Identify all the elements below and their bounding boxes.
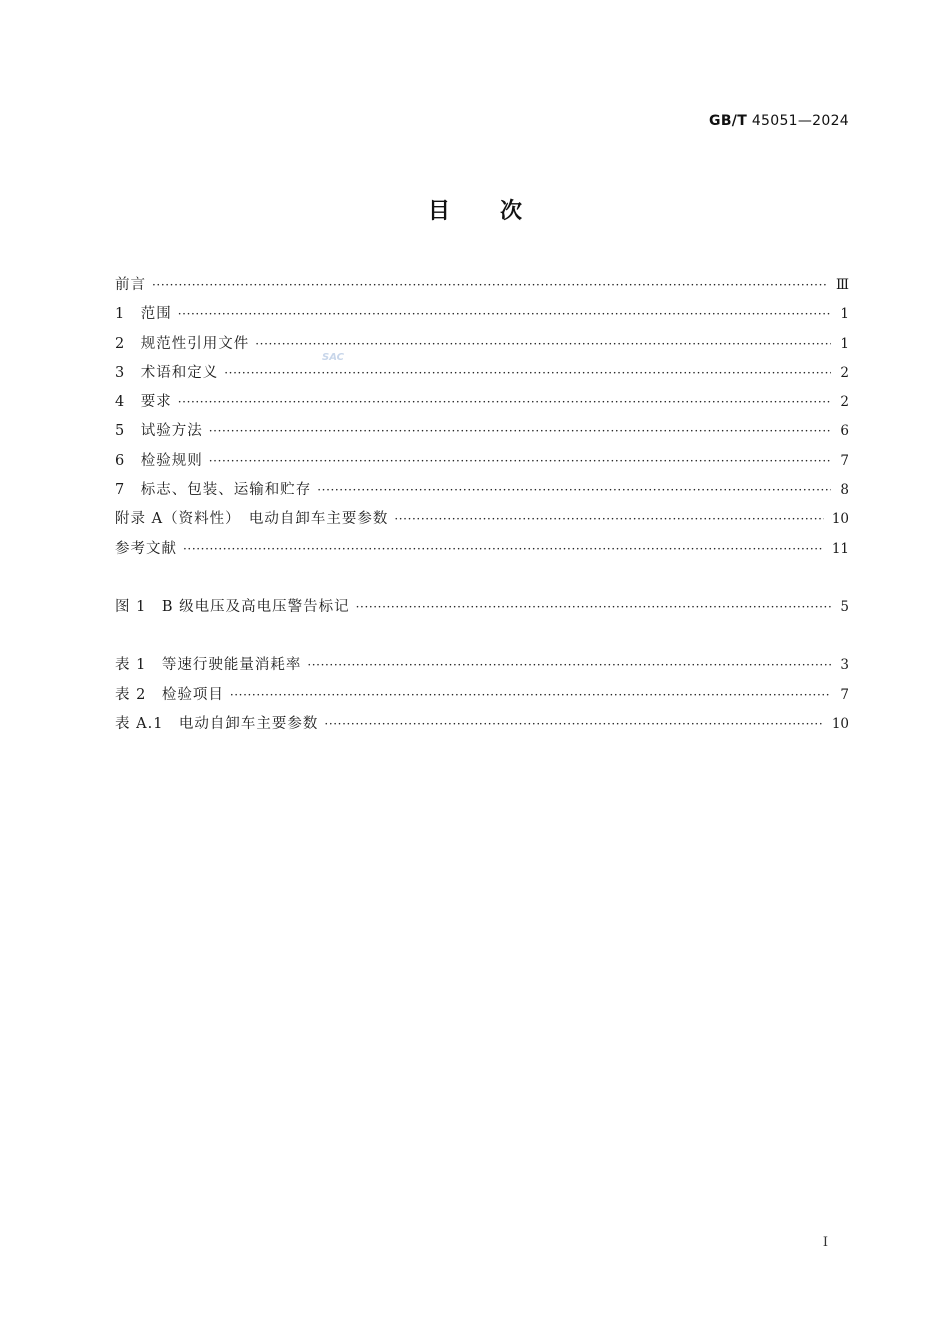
toc-dot-leader	[394, 505, 823, 534]
toc-entry[interactable]	[115, 271, 849, 300]
toc-entry-label: 表 2 检验项目	[115, 686, 224, 703]
toc-entry-page: 1	[840, 335, 849, 352]
toc-entry-page: 3	[840, 657, 849, 674]
toc-entry-label: 参考文献	[115, 540, 177, 557]
toc-dot-leader	[209, 417, 831, 446]
toc-entry-label: 4 要求	[115, 394, 172, 411]
toc-entry-page: 2	[840, 394, 849, 411]
toc-entry-label: 3 术语和定义	[115, 364, 219, 381]
toc-dot-leader	[255, 330, 831, 359]
toc-dot-leader	[178, 300, 831, 329]
page-number: I	[822, 1235, 828, 1250]
toc-entry[interactable]	[115, 593, 849, 622]
toc-entry-label: 表 1 等速行驶能量消耗率	[115, 657, 302, 674]
toc-entry-label: 附录 A（资料性） 电动自卸车主要参数	[115, 511, 389, 528]
toc-entry-page: 7	[840, 452, 849, 469]
toc-entry-page: 8	[840, 482, 849, 499]
sac-watermark-logo: SAC	[322, 352, 344, 363]
toc-dot-leader	[317, 476, 831, 505]
toc-entry-page: 11	[831, 540, 849, 557]
standard-code: 45051—2024	[751, 113, 849, 129]
toc-entry[interactable]	[115, 476, 849, 505]
toc-entry-page: Ⅲ	[835, 277, 849, 293]
toc-entry-label: 7 标志、包装、运输和贮存	[115, 482, 312, 499]
toc-dot-leader	[183, 535, 824, 564]
toc-entry-page: 6	[840, 423, 849, 440]
toc-entry-label: 图 1 B 级电压及高电压警告标记	[115, 598, 350, 615]
toc-dot-leader	[356, 593, 831, 622]
toc-tables	[115, 651, 849, 739]
toc-entry-label: 6 检验规则	[115, 452, 203, 469]
toc-dot-leader	[178, 388, 831, 417]
toc-entry[interactable]	[115, 359, 849, 388]
toc-dot-leader	[224, 359, 831, 388]
toc-sections	[115, 271, 849, 564]
toc-entry-page: 10	[831, 511, 849, 528]
toc-entry[interactable]	[115, 535, 849, 564]
toc-dot-leader	[324, 710, 823, 739]
toc-entry-page: 7	[840, 686, 849, 703]
toc-figures	[115, 593, 849, 622]
toc-entry-page: 2	[840, 364, 849, 381]
toc-entry[interactable]	[115, 388, 849, 417]
toc-entry-label: 2 规范性引用文件	[115, 335, 250, 352]
toc-entry-label: 5 试验方法	[115, 423, 203, 440]
toc-entry-page: 10	[831, 715, 849, 732]
toc-entry-page: 1	[840, 306, 849, 323]
toc-entry-label: 表 A.1 电动自卸车主要参数	[115, 715, 319, 732]
toc-entry[interactable]	[115, 417, 849, 446]
standard-number	[709, 113, 849, 129]
toc-dot-leader	[307, 651, 831, 680]
page-title: 目次	[427, 199, 572, 224]
toc-entry-page: 5	[840, 598, 849, 615]
toc-entry-label: 前言	[115, 277, 146, 293]
table-of-contents	[115, 271, 849, 739]
toc-dot-leader	[209, 447, 831, 476]
toc-entry[interactable]	[115, 681, 849, 710]
toc-entry[interactable]	[115, 330, 849, 359]
toc-entry[interactable]	[115, 447, 849, 476]
standard-prefix: GB/T	[709, 113, 748, 129]
toc-entry[interactable]	[115, 505, 849, 534]
toc-entry[interactable]	[115, 651, 849, 680]
toc-dot-leader	[152, 271, 828, 300]
toc-entry-label: 1 范围	[115, 306, 172, 323]
toc-entry[interactable]	[115, 300, 849, 329]
toc-entry[interactable]	[115, 710, 849, 739]
toc-dot-leader	[230, 681, 831, 710]
